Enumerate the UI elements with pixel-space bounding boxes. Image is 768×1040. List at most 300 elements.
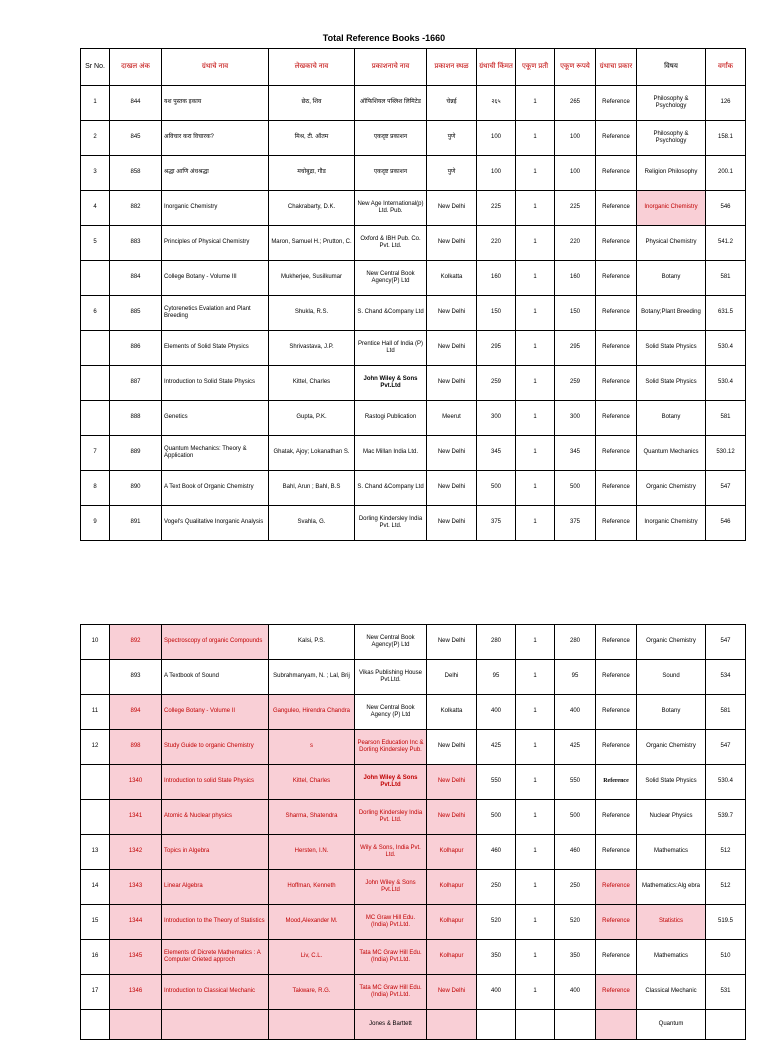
cell-acc: 898: [110, 730, 162, 765]
cell-sr: 6: [81, 296, 110, 331]
cell-acc: 886: [110, 331, 162, 366]
cell-place: New Delhi: [427, 471, 477, 506]
cell-type: Reference: [596, 436, 637, 471]
cell-subject: Philosophy & Psychology: [637, 86, 706, 121]
cell-acc: 1342: [110, 835, 162, 870]
cell-total: 500: [555, 471, 596, 506]
cell-book: A Text Book of Organic Chemistry: [162, 471, 269, 506]
cell-type: Reference: [596, 506, 637, 541]
cell-price: 225: [477, 191, 516, 226]
cell-publisher: S. Chand &Company Ltd: [355, 471, 427, 506]
cell-sr: [81, 261, 110, 296]
cell-class: 512: [706, 870, 746, 905]
header-book-name: ग्रंथाचे नाव: [162, 49, 269, 86]
cell-subject: Mathematics:Alg ebra: [637, 870, 706, 905]
cell-acc: 1340: [110, 765, 162, 800]
cell-place: New Delhi: [427, 800, 477, 835]
cell-type: Reference: [596, 261, 637, 296]
cell-subject: Quantum Mechanics: [637, 436, 706, 471]
cell-acc: 1341: [110, 800, 162, 835]
cell-total: 250: [555, 870, 596, 905]
cell-acc: 890: [110, 471, 162, 506]
cell-publisher: Rastogi Publication: [355, 401, 427, 436]
reference-books-table-2: [80, 624, 746, 1040]
cell-book: Elements of Solid State Physics: [162, 331, 269, 366]
cell-place: Kolhapur: [427, 905, 477, 940]
cell-copies: 1: [516, 695, 555, 730]
cell-author: Maron, Samuel H.; Prutton, C.: [269, 226, 355, 261]
cell-type: Reference: [596, 625, 637, 660]
cell-subject: Statistics: [637, 905, 706, 940]
cell-sr: [81, 331, 110, 366]
cell-type: Reference: [596, 191, 637, 226]
cell-sr: 8: [81, 471, 110, 506]
cell-author: Ghatak, Ajoy; Lokanathan S.: [269, 436, 355, 471]
cell-place: Kolhapur: [427, 835, 477, 870]
cell-publisher: New Central Book Agency(P) Ltd: [355, 261, 427, 296]
cell-total: 520: [555, 905, 596, 940]
cell-price: 500: [477, 471, 516, 506]
cell-acc: 1344: [110, 905, 162, 940]
cell-subject: Philosophy & Psychology: [637, 121, 706, 156]
cell-copies: 1: [516, 765, 555, 800]
cell-author: Shukla, R.S.: [269, 296, 355, 331]
cell-subject: Religion Philosophy: [637, 156, 706, 191]
cell-book: [162, 1010, 269, 1040]
cell-class: 158.1: [706, 121, 746, 156]
cell-author: Shrivastava, J.P.: [269, 331, 355, 366]
cell-total: 265: [555, 86, 596, 121]
cell-acc: 1346: [110, 975, 162, 1010]
cell-author: Kittel, Charles: [269, 765, 355, 800]
cell-place: [427, 1010, 477, 1040]
cell-sr: 13: [81, 835, 110, 870]
cell-price: 259: [477, 366, 516, 401]
cell-type: Reference: [596, 296, 637, 331]
table-row: [81, 625, 746, 660]
cell-total: 295: [555, 331, 596, 366]
table-row: [81, 940, 746, 975]
cell-subject: Botany: [637, 401, 706, 436]
cell-acc: 858: [110, 156, 162, 191]
cell-type: Reference: [596, 695, 637, 730]
cell-place: New Delhi: [427, 975, 477, 1010]
cell-acc: 889: [110, 436, 162, 471]
cell-sr: [81, 660, 110, 695]
cell-acc: 894: [110, 695, 162, 730]
cell-copies: 1: [516, 800, 555, 835]
cell-type: [596, 1010, 637, 1040]
cell-publisher: Prentice Hall of India (P) Ltd: [355, 331, 427, 366]
cell-total: 425: [555, 730, 596, 765]
cell-sr: [81, 1010, 110, 1040]
cell-acc: 893: [110, 660, 162, 695]
cell-price: 500: [477, 800, 516, 835]
cell-price: 250: [477, 870, 516, 905]
cell-book: Topics in Algebra: [162, 835, 269, 870]
cell-subject: Solid State Physics: [637, 765, 706, 800]
cell-place: Kolkatta: [427, 695, 477, 730]
cell-type: Reference: [596, 800, 637, 835]
cell-total: 225: [555, 191, 596, 226]
cell-place: Kolkatta: [427, 261, 477, 296]
cell-place: New Delhi: [427, 730, 477, 765]
page-title: Total Reference Books -1660: [322, 33, 446, 43]
cell-type: Reference: [596, 121, 637, 156]
cell-acc: 844: [110, 86, 162, 121]
cell-class: 547: [706, 730, 746, 765]
cell-total: 100: [555, 156, 596, 191]
cell-book: Introduction to the Theory of Statistics: [162, 905, 269, 940]
cell-price: 345: [477, 436, 516, 471]
cell-publisher: एकदृष्ट प्रकाशन: [355, 121, 427, 156]
table-row: [81, 121, 746, 156]
cell-acc: 888: [110, 401, 162, 436]
cell-place: New Delhi: [427, 191, 477, 226]
cell-author: मचोबुद्रा, गौड: [269, 156, 355, 191]
cell-total: 345: [555, 436, 596, 471]
cell-class: 539.7: [706, 800, 746, 835]
cell-book: श्रद्धा आणि अंधश्रद्धा: [162, 156, 269, 191]
cell-subject: Sound: [637, 660, 706, 695]
cell-subject: Solid State Physics: [637, 331, 706, 366]
cell-sr: [81, 366, 110, 401]
header-class-number: वर्गांक: [706, 49, 746, 86]
header-copies: एकूण प्रती: [516, 49, 555, 86]
cell-type: Reference: [596, 226, 637, 261]
cell-acc: 892: [110, 625, 162, 660]
cell-class: 512: [706, 835, 746, 870]
cell-total: 375: [555, 506, 596, 541]
cell-author: Subrahmanyam, N. ; Lal, Brij: [269, 660, 355, 695]
cell-copies: 1: [516, 506, 555, 541]
cell-author: Takware, R.G.: [269, 975, 355, 1010]
cell-total: 160: [555, 261, 596, 296]
cell-place: Meerut: [427, 401, 477, 436]
cell-book: Linear Algebra: [162, 870, 269, 905]
table-row: [81, 401, 746, 436]
cell-place: New Delhi: [427, 506, 477, 541]
cell-sr: 17: [81, 975, 110, 1010]
cell-sr: 7: [81, 436, 110, 471]
cell-price: 460: [477, 835, 516, 870]
cell-total: 150: [555, 296, 596, 331]
cell-publisher: New Central Book Agency (P) Ltd: [355, 695, 427, 730]
cell-total: 300: [555, 401, 596, 436]
table-row: [81, 471, 746, 506]
cell-book: Vogel's Qualitative Inorganic Analysis: [162, 506, 269, 541]
cell-class: 547: [706, 471, 746, 506]
cell-book: Inorganic Chemistry: [162, 191, 269, 226]
cell-copies: 1: [516, 366, 555, 401]
cell-publisher: John Wiley & Sons Pvt.Ltd: [355, 366, 427, 401]
cell-book: Cytorenetics Evalation and Plant Breeding: [162, 296, 269, 331]
cell-copies: 1: [516, 331, 555, 366]
cell-copies: 1: [516, 401, 555, 436]
table-row: [81, 331, 746, 366]
cell-place: New Delhi: [427, 226, 477, 261]
cell-book: Elements of Dicrete Mathematics : A Computer Orieted approch: [162, 940, 269, 975]
cell-class: 519.5: [706, 905, 746, 940]
cell-type: Reference: [596, 156, 637, 191]
cell-publisher: Vikas Publishing House Pvt.Ltd.: [355, 660, 427, 695]
cell-book: Introduction to solid State Physics: [162, 765, 269, 800]
cell-subject: Organic Chemistry: [637, 471, 706, 506]
cell-book: College Botany - Volume III: [162, 261, 269, 296]
cell-publisher: Mac Millan India Ltd.: [355, 436, 427, 471]
cell-sr: 5: [81, 226, 110, 261]
cell-class: 530.12: [706, 436, 746, 471]
cell-price: 300: [477, 401, 516, 436]
table-row: [81, 870, 746, 905]
cell-subject: Organic Chemistry: [637, 625, 706, 660]
cell-publisher: John Wiley & Sons Pvt.Ltd: [355, 870, 427, 905]
cell-price: 550: [477, 765, 516, 800]
cell-place: New Delhi: [427, 765, 477, 800]
cell-author: Kalsi, P.S.: [269, 625, 355, 660]
cell-publisher: John Wiley & Sons Pvt.Ltd: [355, 765, 427, 800]
cell-book: A Textbook of Sound: [162, 660, 269, 695]
table-row: [81, 86, 746, 121]
header-sr-no: Sr No.: [81, 49, 110, 86]
cell-price: 520: [477, 905, 516, 940]
cell-sr: 16: [81, 940, 110, 975]
cell-sr: 4: [81, 191, 110, 226]
cell-copies: 1: [516, 226, 555, 261]
cell-book: अविचार करा विचारक?: [162, 121, 269, 156]
cell-price: 150: [477, 296, 516, 331]
cell-class: 631.5: [706, 296, 746, 331]
table-row: [81, 975, 746, 1010]
cell-class: 546: [706, 191, 746, 226]
cell-subject: Classical Mechanic: [637, 975, 706, 1010]
cell-publisher: New Central Book Agency(P) Ltd: [355, 625, 427, 660]
header-total: एकूण रूपये: [555, 49, 596, 86]
cell-price: 100: [477, 156, 516, 191]
cell-type: Reference: [596, 366, 637, 401]
cell-book: Introduction to Classical Mechanic: [162, 975, 269, 1010]
cell-sr: 2: [81, 121, 110, 156]
cell-acc: 1343: [110, 870, 162, 905]
cell-price: 375: [477, 506, 516, 541]
cell-book: Principles of Physical Chemistry: [162, 226, 269, 261]
cell-subject: Nuclear Physics: [637, 800, 706, 835]
cell-copies: 1: [516, 121, 555, 156]
cell-copies: 1: [516, 730, 555, 765]
cell-copies: 1: [516, 86, 555, 121]
cell-publisher: S. Chand &Company Ltd: [355, 296, 427, 331]
cell-copies: 1: [516, 870, 555, 905]
cell-class: 126: [706, 86, 746, 121]
cell-type: Reference: [596, 86, 637, 121]
cell-book: यश पुस्तक इकाय: [162, 86, 269, 121]
cell-copies: 1: [516, 660, 555, 695]
cell-subject: Inorganic Chemistry: [637, 191, 706, 226]
cell-place: New Delhi: [427, 296, 477, 331]
cell-class: 581: [706, 695, 746, 730]
cell-book: Genetics: [162, 401, 269, 436]
cell-publisher: एकदृष्ट प्रकाशन: [355, 156, 427, 191]
header-place: प्रकाशन स्थळ: [427, 49, 477, 86]
table-row: [81, 506, 746, 541]
cell-type: Reference: [596, 660, 637, 695]
cell-publisher: Oxford & IBH Pub. Co. Pvt. Ltd.: [355, 226, 427, 261]
header-publisher: प्रकाशनाचे नाव: [355, 49, 427, 86]
cell-author: Svahla, G.: [269, 506, 355, 541]
cell-type: Reference: [596, 331, 637, 366]
cell-sr: 14: [81, 870, 110, 905]
cell-author: Sharma, Shatendra: [269, 800, 355, 835]
cell-sr: 12: [81, 730, 110, 765]
cell-acc: 884: [110, 261, 162, 296]
cell-total: 460: [555, 835, 596, 870]
cell-total: 280: [555, 625, 596, 660]
cell-copies: 1: [516, 436, 555, 471]
cell-class: 581: [706, 261, 746, 296]
cell-author: Hoffman, Kenneth: [269, 870, 355, 905]
cell-place: New Delhi: [427, 331, 477, 366]
table-row: [81, 835, 746, 870]
cell-class: 547: [706, 625, 746, 660]
cell-price: 280: [477, 625, 516, 660]
cell-copies: 1: [516, 835, 555, 870]
cell-price: 350: [477, 940, 516, 975]
cell-copies: 1: [516, 156, 555, 191]
cell-type: Reference: [596, 471, 637, 506]
cell-total: 220: [555, 226, 596, 261]
cell-copies: 1: [516, 261, 555, 296]
cell-copies: 1: [516, 905, 555, 940]
table-row: [81, 226, 746, 261]
cell-sr: 3: [81, 156, 110, 191]
cell-author: Ganguleo, Hirendra Chandra: [269, 695, 355, 730]
cell-author: Kittel, Charles: [269, 366, 355, 401]
cell-publisher: Tata MC Graw Hill Edu. (India) Pvt.Ltd.: [355, 940, 427, 975]
cell-book: Quantum Mechanics: Theory & Application: [162, 436, 269, 471]
table-row: [81, 730, 746, 765]
cell-sr: [81, 765, 110, 800]
cell-book: College Botany - Volume II: [162, 695, 269, 730]
cell-class: 531: [706, 975, 746, 1010]
header-price: ग्रंथाची किंमत: [477, 49, 516, 86]
cell-copies: 1: [516, 471, 555, 506]
cell-price: 400: [477, 975, 516, 1010]
cell-sr: 10: [81, 625, 110, 660]
header-subject: विषय: [637, 49, 706, 86]
cell-place: New Delhi: [427, 436, 477, 471]
cell-publisher: Dorling Kindersley India Pvt. Ltd.: [355, 506, 427, 541]
cell-total: 350: [555, 940, 596, 975]
table-row: [81, 1010, 746, 1040]
table-row: [81, 695, 746, 730]
cell-copies: 1: [516, 296, 555, 331]
cell-class: 534: [706, 660, 746, 695]
cell-publisher: Wily & Sons, India Pvt. Ltd.: [355, 835, 427, 870]
cell-class: 530.4: [706, 765, 746, 800]
cell-sr: 1: [81, 86, 110, 121]
cell-publisher: New Age International(p) Ltd. Pub.: [355, 191, 427, 226]
cell-total: [555, 1010, 596, 1040]
cell-place: Kolhapur: [427, 870, 477, 905]
cell-author: s: [269, 730, 355, 765]
cell-class: 541.2: [706, 226, 746, 261]
cell-price: २६५: [477, 86, 516, 121]
cell-price: [477, 1010, 516, 1040]
cell-total: 95: [555, 660, 596, 695]
cell-author: Mood,Alexander M.: [269, 905, 355, 940]
table-row: [81, 905, 746, 940]
cell-class: [706, 1010, 746, 1040]
cell-type: Reference: [596, 940, 637, 975]
cell-type: Reference: [596, 870, 637, 905]
cell-copies: 1: [516, 940, 555, 975]
cell-copies: 1: [516, 191, 555, 226]
cell-author: Hersten, I.N.: [269, 835, 355, 870]
cell-publisher: Pearson Education Inc & Dorling Kindersley Pub.: [355, 730, 427, 765]
table-row: [81, 191, 746, 226]
table-row: [81, 366, 746, 401]
cell-author: Liv, C.L.: [269, 940, 355, 975]
cell-sr: 9: [81, 506, 110, 541]
cell-sr: 15: [81, 905, 110, 940]
cell-author: [269, 1010, 355, 1040]
cell-copies: [516, 1010, 555, 1040]
table-row: [81, 156, 746, 191]
cell-author: छेठ, शिव: [269, 86, 355, 121]
cell-place: New Delhi: [427, 625, 477, 660]
cell-publisher: ऑफिशियल पब्लिश लिमिटेड: [355, 86, 427, 121]
cell-price: 425: [477, 730, 516, 765]
cell-acc: 882: [110, 191, 162, 226]
cell-subject: Mathematics: [637, 940, 706, 975]
cell-sr: [81, 401, 110, 436]
cell-acc: 883: [110, 226, 162, 261]
cell-class: 530.4: [706, 366, 746, 401]
cell-subject: Botany: [637, 695, 706, 730]
header-accession: दाखल अंक: [110, 49, 162, 86]
cell-type: Reference: [596, 765, 637, 800]
cell-class: 530.4: [706, 331, 746, 366]
table-row: [81, 296, 746, 331]
cell-place: Kolhapur: [427, 940, 477, 975]
cell-place: Delhi: [427, 660, 477, 695]
cell-subject: Mathematics: [637, 835, 706, 870]
cell-subject: Solid State Physics: [637, 366, 706, 401]
cell-author: मिश्र, टी. ऑतम: [269, 121, 355, 156]
cell-book: Introduction to Solid State Physics: [162, 366, 269, 401]
cell-type: Reference: [596, 905, 637, 940]
cell-price: 100: [477, 121, 516, 156]
cell-total: 100: [555, 121, 596, 156]
cell-place: पुणे: [427, 121, 477, 156]
cell-price: 400: [477, 695, 516, 730]
cell-total: 550: [555, 765, 596, 800]
table-row: [81, 800, 746, 835]
cell-author: Bahl, Arun ; Bahl, B.S: [269, 471, 355, 506]
cell-type: Reference: [596, 401, 637, 436]
cell-publisher: Dorling Kindersley India Pvt. Ltd.: [355, 800, 427, 835]
reference-books-table-1: [80, 48, 746, 541]
cell-total: 400: [555, 975, 596, 1010]
cell-book: Spectroscopy of organic Compounds: [162, 625, 269, 660]
cell-copies: 1: [516, 625, 555, 660]
cell-total: 259: [555, 366, 596, 401]
cell-author: Mukherjee, Susilkumar: [269, 261, 355, 296]
cell-place: New Delhi: [427, 366, 477, 401]
table-row: [81, 436, 746, 471]
cell-price: 295: [477, 331, 516, 366]
cell-sr: [81, 800, 110, 835]
